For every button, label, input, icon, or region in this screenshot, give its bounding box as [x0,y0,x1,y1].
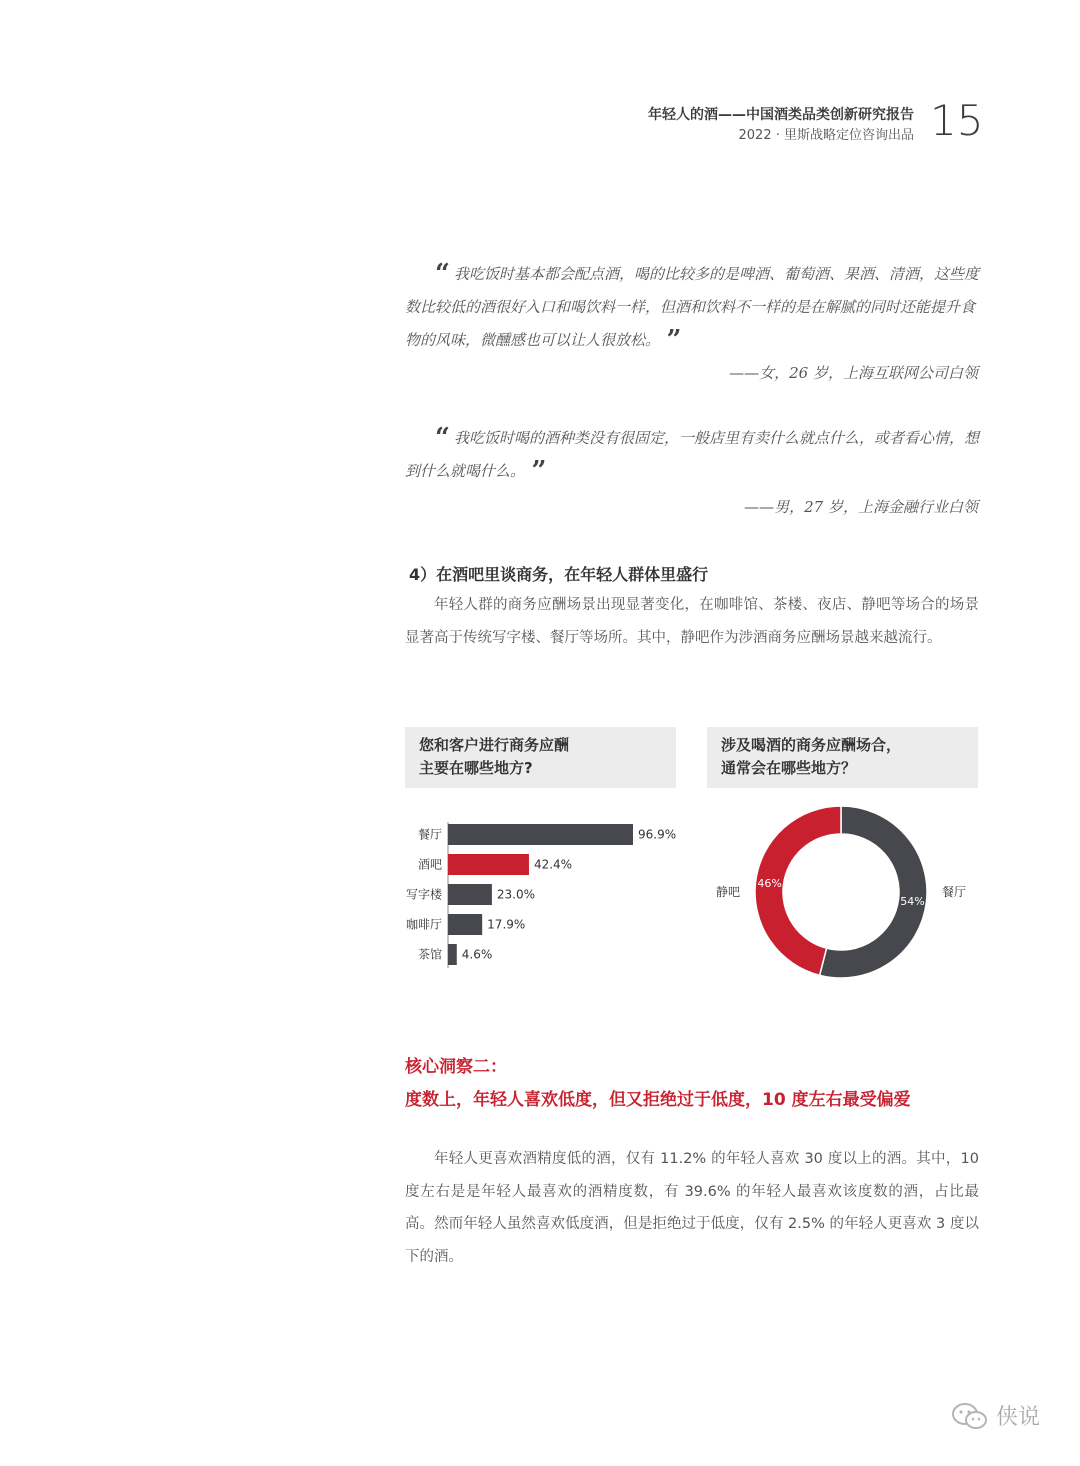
core-insight-heading: 度数上，年轻人喜欢低度，但又拒绝过于低度，10 度左右最受偏爱 [405,1090,911,1110]
bar-chart [395,810,695,975]
bar-value-label: 23.0% [496,887,536,902]
donut-percent-label: 46% [757,876,782,890]
quote-1-text: 我吃饭时基本都会配点酒，喝的比较多的是啤酒、葡萄酒、果酒、清酒，这些度数比较低的酒很好入口和喝饮料一样，但酒和饮料不一样的是在解腻的同时还能提升食物的风味，微醺感也可以让人很放松。 [405,265,979,349]
bar-category-label: 咖啡厅 [405,917,442,932]
bar [448,944,457,965]
core-insight-label: 核心洞察二： [405,1057,507,1077]
bar-value-label: 4.6% [461,947,493,962]
core-insight-paragraph: 年轻人更喜欢酒精度低的酒，仅有 11.2% 的年轻人喜欢 30 度以上的酒。其中，10 度左右是是年轻人最喜欢的酒精度数，有 39.6% 的年轻人最喜欢该度数的酒，占比最高。然而年轻人虽然喜欢低度酒，但是拒绝过于低度，仅有 2.5% 的年轻人更喜欢 3 度以下的酒。 [405,1151,979,1265]
bar [448,824,633,845]
bar-chart-title-line-2: 主要在哪些地方? [419,759,533,777]
open-quote-icon: “ [435,423,450,453]
donut-category-label: 餐厅 [942,885,967,899]
bar-category-label: 写字楼 [405,887,442,902]
donut-chart-title [707,727,978,788]
bar [448,914,482,935]
donut-chart-title-line-1: 涉及喝酒的商务应酬场合， [721,736,902,754]
section-paragraph: 年轻人群的商务应酬场景出现显著变化，在咖啡馆、茶楼、夜店、静吧等场合的场景显著高于传统写字楼、餐厅等场所。其中，静吧作为涉酒商务应酬场景越来越流行。 [405,597,979,646]
bar [448,884,492,905]
close-quote-icon: ” [666,325,682,355]
bar [448,854,529,875]
donut-percent-label: 54% [900,895,925,909]
quote-2-text: 我吃饭时喝的酒种类没有很固定，一般店里有卖什么就点什么，或者看心情，想到什么就喝什么。 [405,429,979,480]
bar-value-label: 17.9% [487,917,526,932]
wechat-icon [950,1401,990,1431]
quote-2 [405,422,979,488]
bar-category-label: 酒吧 [417,857,442,872]
open-quote-icon: “ [435,259,450,289]
bar-category-label: 餐厅 [417,827,442,842]
report-title: 年轻人的酒——中国酒类品类创新研究报告 [648,107,914,123]
bar-chart-title [405,727,676,788]
quote-2-attribution: ——男，27 岁，上海金融行业白领 [744,498,978,516]
watermark [950,1400,1040,1431]
section-heading: 4）在酒吧里谈商务，在年轻人群体里盛行 [409,565,709,584]
quote-1 [405,258,979,357]
quote-1-attribution: ——女，26 岁，上海互联网公司白领 [729,364,978,382]
donut-chart [700,795,990,995]
bar-value-label: 42.4% [533,857,573,872]
bar-category-label: 茶馆 [417,947,442,962]
watermark-text: 侠说 [996,1405,1041,1430]
close-quote-icon: ” [531,456,547,486]
bar-chart-title-line-1: 您和客户进行商务应酬 [419,736,570,754]
report-subtitle: 2022 · 里斯战略定位咨询出品 [738,128,914,143]
bar-value-label: 96.9% [638,827,677,842]
donut-chart-title-line-2: 通常会在哪些地方？ [721,759,857,777]
page-number: 15 [930,96,984,145]
donut-category-label: 静吧 [715,885,740,899]
